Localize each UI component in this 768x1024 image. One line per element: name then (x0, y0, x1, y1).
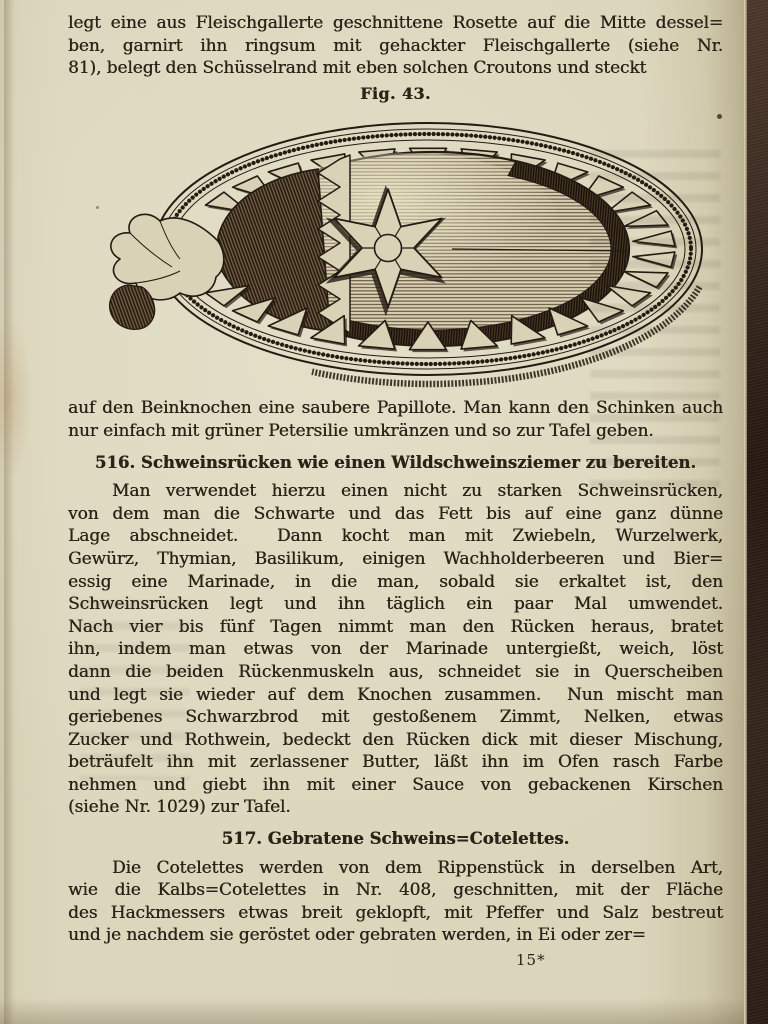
book-cover-leather-edge (747, 0, 768, 1024)
page-stain (0, 318, 32, 478)
text-line: Lage abschneidet. Dann kocht man mit Zwiebeln, Wurzelwerk, (68, 526, 723, 547)
text-line: des Hackmessers etwas breit geklopft, mit Pfeffer und Salz bestreut (68, 902, 723, 923)
papillote-dark-crumple (110, 285, 155, 329)
section-517-paragraph (68, 857, 723, 947)
section-heading-517: 517. Gebratene Schweins=Cotelettes. (221, 829, 570, 849)
text-line: ben, garnirt ihn ringsum mit gehackter Fleischgallerte (siehe Nr. (68, 35, 723, 56)
text-line: Man verwendet hierzu einen nicht zu starken Schweinsrücken, (112, 481, 723, 502)
text-line: beträufelt ihn mit zerlassener Butter, läßt ihn im Ofen rasch Farbe (68, 752, 723, 773)
signature-mark: 15* (516, 951, 546, 970)
figure-caption: Fig. 43. (360, 83, 431, 103)
text-line: wie die Kalbs=Cotelettes in Nr. 408, geschnitten, mit der Fläche (68, 880, 723, 901)
text-line: Zucker und Rothwein, bedeckt den Rücken dick mit dieser Mischung, (68, 729, 723, 750)
page-text-column (68, 12, 723, 972)
text-line: nehmen und giebt ihn mit einer Sauce von gebackenen Kirschen (68, 774, 723, 795)
figure-ham-engraving (68, 109, 723, 397)
text-line: Gewürz, Thymian, Basilikum, einigen Wachholderbeeren und Bier= (68, 548, 723, 569)
text-line: dann die beiden Rückenmuskeln aus, schneidet sie in Querscheiben (68, 661, 723, 682)
text-line: legt eine aus Fleischgallerte geschnittene Rosette auf die Mitte dessel= (68, 13, 723, 33)
text-line: Die Cotelettes werden von dem Rippenstück in derselben Art, (112, 857, 723, 878)
crouton-triangle (624, 211, 668, 227)
paper-speck (717, 114, 722, 119)
text-line: und legt sie wieder auf dem Knochen zusammen. Nun mischt man (68, 684, 723, 705)
text-line: nur einfach mit grüner Petersilie umkränzen und so zur Tafel geben. (68, 420, 654, 441)
text-line: und je nachdem sie geröstet oder gebraten werden, in Ei oder zer= (68, 925, 646, 946)
ham-knuckle (218, 169, 330, 331)
text-line: 81), belegt den Schüsselrand mit eben solchen Croutons und steckt (68, 58, 647, 79)
text-line: geriebenes Schwarzbrod mit gestoßenem Zimmt, Nelken, etwas (68, 707, 723, 728)
paper-speck (96, 206, 99, 209)
ham-on-platter-illustration (68, 109, 723, 397)
intro-paragraph (68, 12, 723, 80)
after-figure-paragraph (68, 397, 723, 442)
text-line: essig eine Marinade, in die man, sobald sie erkaltet ist, den (68, 571, 723, 592)
text-line: (siehe Nr. 1029) zur Tafel. (68, 797, 291, 818)
text-line: von dem man die Schwarte und das Fett bis auf eine ganz dünne (68, 503, 723, 524)
text-line: ihn, indem man etwas von der Marinade untergießt, weich, löst (68, 639, 723, 660)
section-heading-516: 516. Schweinsrücken wie einen Wildschweinsziemer zu bereiten. (94, 452, 697, 472)
crouton-triangle (606, 286, 650, 306)
text-line: Nach vier bis fünf Tagen nimmt man den Rücken heraus, bratet (68, 616, 723, 637)
section-516-paragraph (68, 480, 723, 819)
text-line: auf den Beinknochen eine saubere Papillote. Man kann den Schinken auch (68, 398, 723, 419)
text-line: Schweinsrücken legt und ihn täglich ein paar Mal umwendet. (68, 594, 723, 615)
star-center-circle (375, 235, 402, 262)
